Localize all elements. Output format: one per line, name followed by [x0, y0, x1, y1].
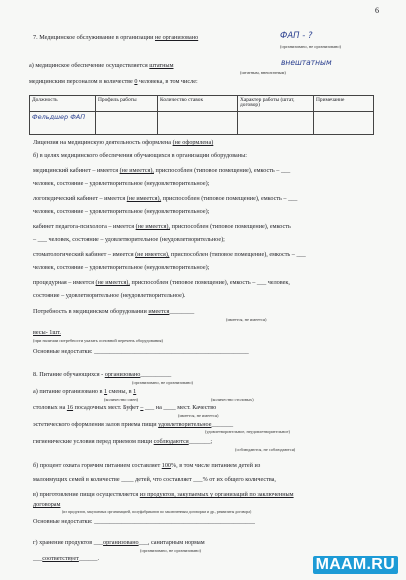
- col-header-work-type: Характер работы (штат, договор): [238, 96, 314, 112]
- table-cell: [158, 112, 238, 135]
- s8-v-line: в) приготовление пищи осуществляется из продуктов, закупаемых у организаций по заключенным: [33, 491, 294, 498]
- s8-aesthetic-line: эстетического оформления залов приема пищи удовлетворительное_______: [33, 421, 234, 428]
- speech-office-line2: человек, состояние – удовлетворительное (неудовлетворительное);: [33, 208, 210, 215]
- needs-scales: весы- 1шт.: [33, 329, 61, 336]
- page-number: 6: [375, 6, 379, 15]
- handwritten-fap-note: ФАП - ?: [280, 31, 313, 41]
- s8-buffet-hint: (имеется, не имеется): [178, 413, 219, 418]
- col-header-note: Примечание: [314, 96, 374, 112]
- s8-g-line: г) хранение продуктов ___организовано___, санитарным нормам: [33, 539, 205, 546]
- dental-office-line: стоматологический кабинет – имеется (не имеется), приспособлен (типовое помещение), емкость – ___: [33, 251, 306, 258]
- s7-hint: (организовано, не организовано): [280, 44, 342, 49]
- s8-shifts-hint: (количество смен): [104, 397, 139, 402]
- license-line: Лицензия на медицинскую деятельность оформлена (не оформлена): [33, 139, 214, 146]
- s8-canteen-line: столовых на 16 посадочных мест. Буфет – ___ на ____ мест. Качество: [33, 404, 217, 411]
- watermark-logo: MAAM.RU: [313, 556, 398, 574]
- procedure-room-line2: состояние – удовлетворительное (неудовлетворительное).: [33, 292, 186, 299]
- procedure-room-line: процедурная – имеется (не имеется), приспособлен (типовое помещение), емкость – ___ человек,: [33, 279, 290, 286]
- s8-g-hint: (организовано, не организовано): [140, 548, 202, 553]
- col-header-profile: Профиль работы: [96, 96, 158, 112]
- s8-v-hint: (из продуктов, закупаемых организацией, полуфабрикатов по заключенным договорам и др., реквизиты договора): [62, 510, 252, 514]
- s8-dining-hint: (количество столовых): [211, 397, 254, 402]
- staff-table: [29, 95, 374, 135]
- s8-a-line: а) питание организовано в 1 смены, в 1: [33, 388, 137, 395]
- dental-office-line2: человек, состояние – удовлетворительное (неудовлетворительное);: [33, 264, 210, 271]
- table-cell: [30, 112, 96, 135]
- s8-aesthetic-hint: (удовлетворительное, неудовлетворительное): [205, 429, 290, 434]
- s7-value: не организовано: [154, 34, 199, 41]
- s7-a-line2: медицинским персоналом в количестве 0 человека, в том числе:: [29, 78, 198, 85]
- equipment-needs-line: Потребность в медицинском оборудовании имеется________: [33, 308, 195, 315]
- s7-a-line: а) медицинское обеспечение осуществляется штатным: [29, 62, 174, 69]
- needs-shortcomings: Основные недостатки: __________________________________________________: [33, 348, 249, 355]
- medical-office-line: медицинский кабинет – имеется (не имеется), приспособлен (типовое помещение), емкость – ___: [33, 167, 291, 174]
- psychologist-office-line: кабинет педагога-психолога – имеется (не имеется), приспособлен (типовое помещение), емкость: [33, 223, 291, 230]
- needs-scales-hint: (при наличии потребности указать основной перечень оборудования): [33, 338, 164, 343]
- table-row: [30, 112, 374, 135]
- col-header-rates: Количество ставок: [158, 96, 238, 112]
- handwritten-position: Фельдшер ФАП: [32, 112, 86, 121]
- s8-v-line2: договорам: [33, 501, 61, 508]
- s8-heading: 8. Питание обучающихся - организовано__________: [33, 371, 172, 378]
- table-cell: [314, 112, 374, 135]
- s8-hygiene-hint: (соблюдаются, не соблюдаются): [235, 447, 296, 452]
- s8-hygiene-line: гигиенические условия перед приемом пищи соблюдаются_______;: [33, 438, 213, 445]
- equipment-intro: б) в целях медицинского обеспечения обучающихся в организации оборудованы:: [33, 152, 247, 159]
- s7-heading: 7. Медицинское обслуживание в организации не организовано: [33, 34, 199, 41]
- s8-shortcomings: Основные недостатки: ____________________________________________________: [33, 518, 255, 525]
- s7-a-hint: (штатным, внештатным): [240, 70, 286, 75]
- col-header-position: Должность: [30, 96, 96, 112]
- table-cell: [96, 112, 158, 135]
- s8-b-line2: малоимущих семей в количестве ____ детей, что составляет ___% от их общего количества,: [33, 476, 276, 483]
- table-cell: [238, 112, 314, 135]
- s8-g-line2: ___соответствует______.: [33, 555, 99, 562]
- handwritten-external-staff: внештатным: [281, 58, 332, 67]
- s8-hint: (организовано, не организовано): [132, 380, 194, 385]
- s8-b-line: б) процент охвата горячим питанием составляет 100%, в том числе питанием детей из: [33, 462, 261, 469]
- s7-a-value: штатным: [149, 62, 174, 69]
- psychologist-office-line2: – ___ человек, состояние – удовлетворительное (неудовлетворительное);: [33, 236, 225, 243]
- medical-office-line2: человек, состояние – удовлетворительное (неудовлетворительное);: [33, 180, 210, 187]
- staff-table-header-row: [30, 96, 374, 112]
- needs-hint: (имеется, не имеется): [226, 317, 267, 322]
- speech-office-line: логопедический кабинет – имеется (не имеется), приспособлен (типовое помещение), емкость – ___: [33, 195, 298, 202]
